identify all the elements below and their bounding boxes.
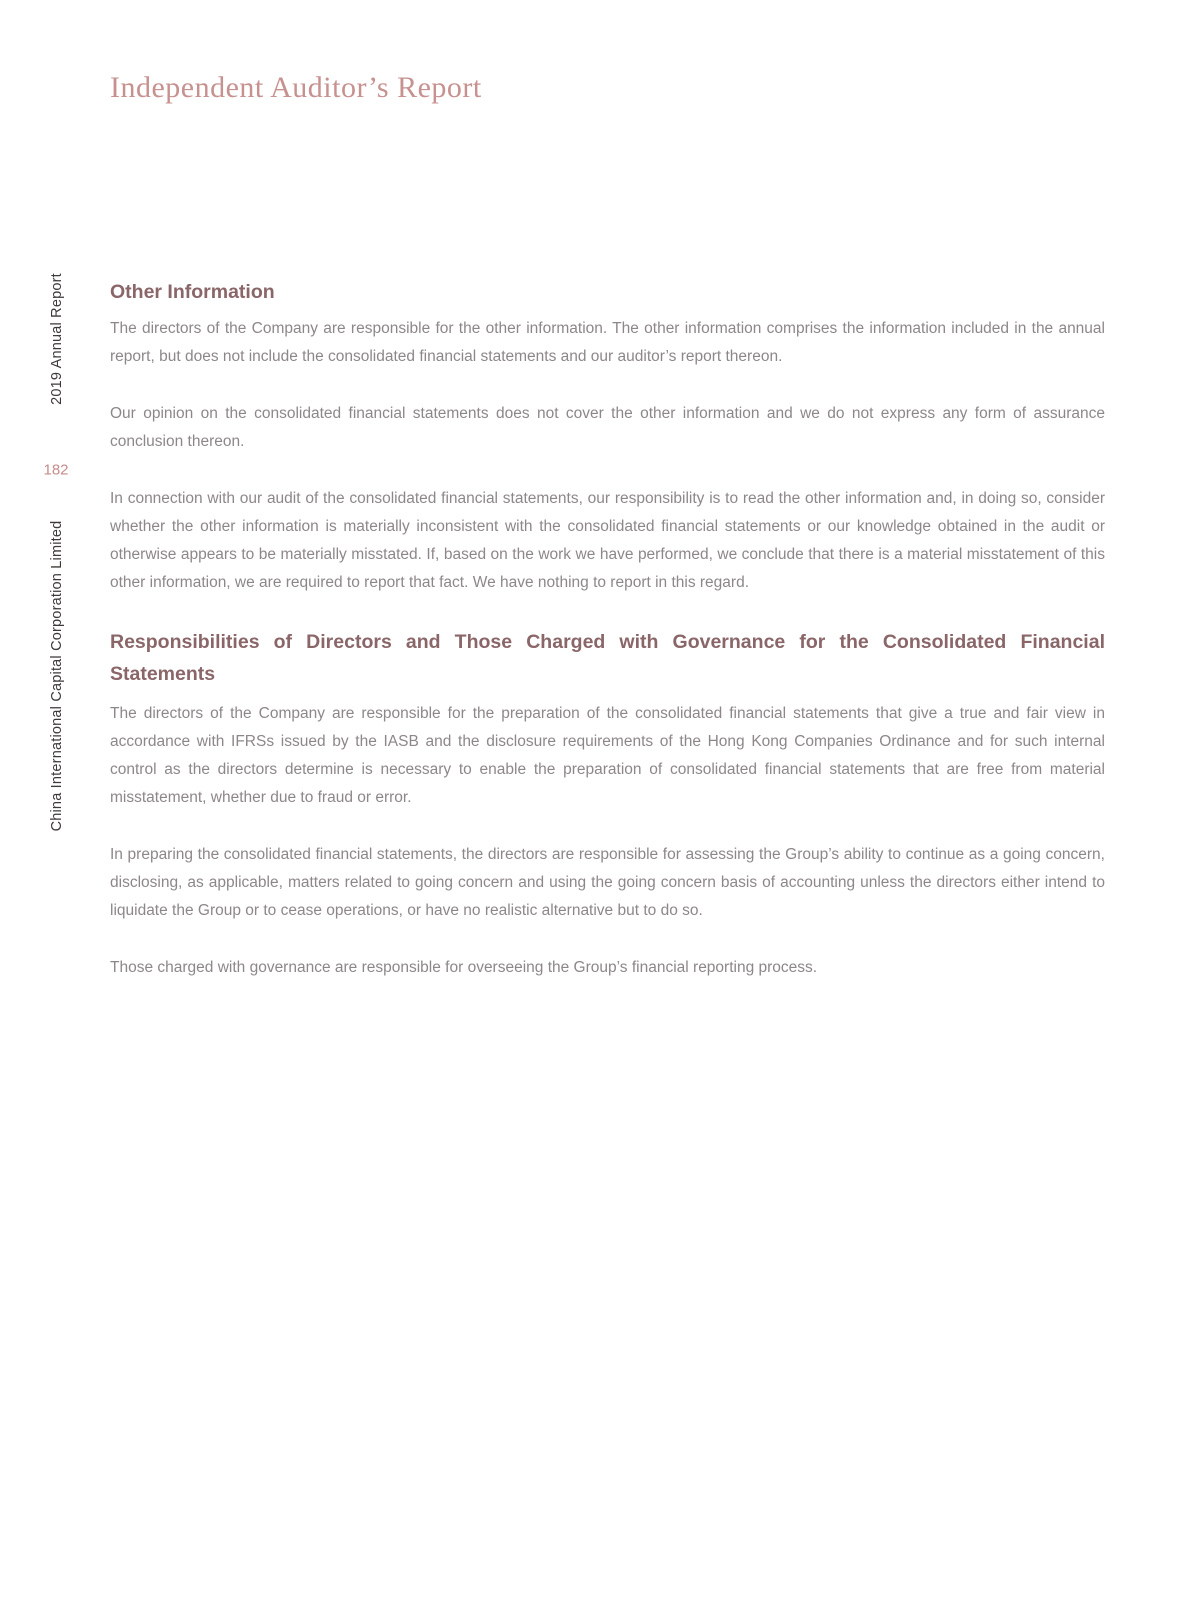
section-heading-responsibilities: Responsibilities of Directors and Those Charged with Governance for the Consolidated Financial Statements: [110, 631, 1105, 685]
paragraph-responsibilities-3: Those charged with governance are responsible for overseeing the Group’s financial reporting process.: [110, 959, 818, 976]
page-number: 182: [43, 461, 69, 479]
sidebar-annual-report-label: 2019 Annual Report: [49, 273, 65, 405]
paragraph-other-information-2: Our opinion on the consolidated financial statements does not cover the other information and we do not express any form of assurance conclusion thereon.: [110, 405, 1105, 450]
paragraph-responsibilities-1: The directors of the Company are responsible for the preparation of the consolidated financial statements that give a true and fair view in accordance with IFRSs issued by the IASB and the disclosure requirements of the Hong Kong Companies Ordinance and for such internal control as the directors determine is necessary to enable the preparation of consolidated financial statements that are free from material misstatement, whether due to fraud or error.: [110, 705, 1105, 806]
report-content: [110, 70, 1105, 1011]
section-heading-other-information: Other Information: [110, 281, 275, 303]
paragraph-other-information-3: In connection with our audit of the consolidated financial statements, our responsibility is to read the other information and, in doing so, consider whether the other information is materially inconsistent with the consolidated financial statements or our knowledge obtained in the audit or otherwise appears to be materially misstated. If, based on the work we have performed, we conclude that there is a material misstatement of this other information, we are required to report that fact. We have nothing to report in this regard.: [110, 490, 1105, 591]
report-body: [110, 276, 1105, 982]
paragraph-responsibilities-2: In preparing the consolidated financial statements, the directors are responsible for assessing the Group’s ability to continue as a going concern, disclosing, as applicable, matters related to going concern and using the going concern basis of accounting unless the directors either intend to liquidate the Group or to cease operations, or have no realistic alternative but to do so.: [110, 846, 1105, 919]
report-title: Independent Auditor’s Report: [110, 71, 482, 104]
paragraph-other-information-1: The directors of the Company are responsible for the other information. The other information comprises the information included in the annual report, but does not include the consolidated financial statements and our auditor’s report thereon.: [110, 320, 1105, 365]
sidebar-company-name-label: China International Capital Corporation Limited: [49, 520, 65, 832]
